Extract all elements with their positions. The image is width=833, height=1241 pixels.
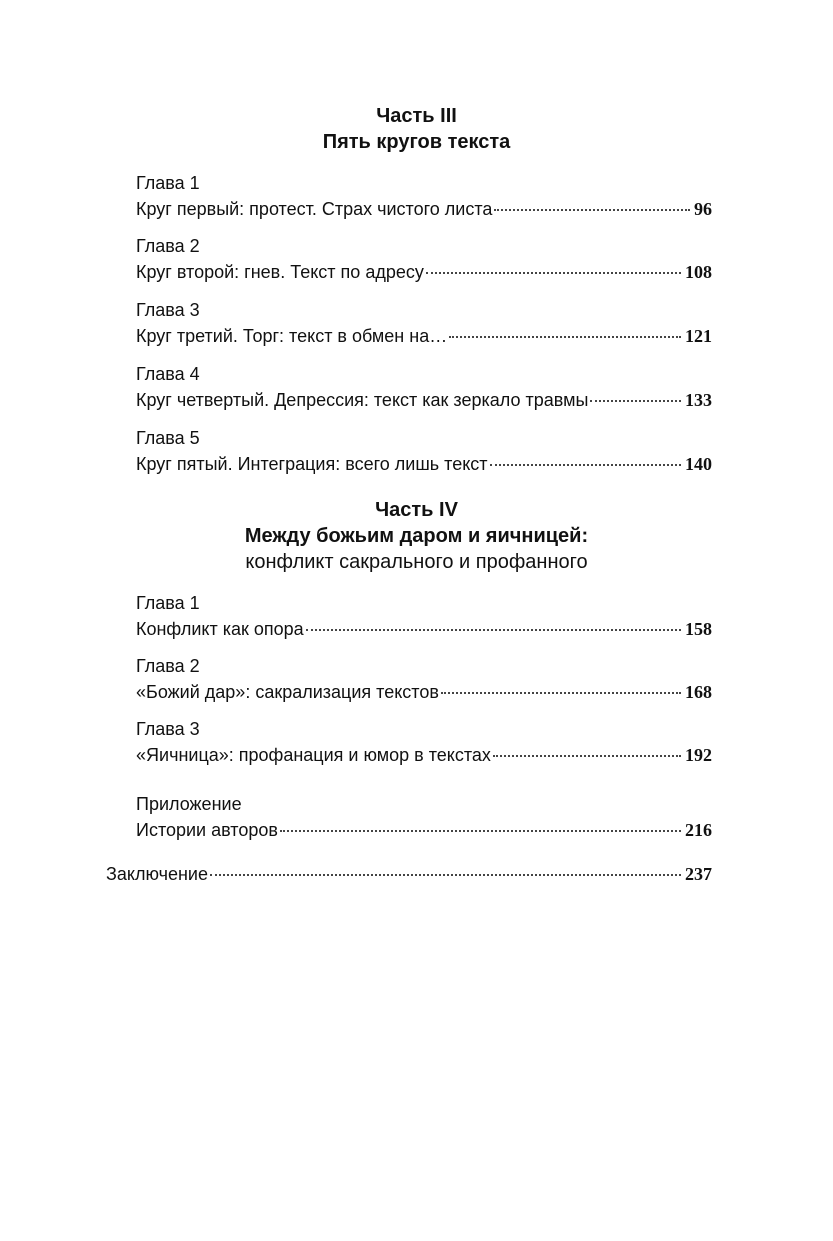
- part-3-heading: [0, 103, 833, 155]
- part-4-subtitle: конфликт сакрального и профанного: [245, 551, 588, 573]
- toc-entry-title: «Божий дар»: сакрализация текстов: [136, 682, 439, 702]
- toc-entry-page: 108: [685, 262, 712, 282]
- dot-leader: [441, 692, 681, 694]
- toc-entry-title: Круг пятый. Интеграция: всего лишь текст: [136, 454, 488, 474]
- toc-entry-title: «Яичница»: профанация и юмор в текстах: [136, 745, 491, 765]
- chapter-label: Глава 3: [136, 719, 200, 739]
- chapter-label: Глава 2: [136, 236, 200, 256]
- dot-leader: [494, 209, 690, 211]
- toc-entry-title: Круг третий. Торг: текст в обмен на…: [136, 326, 448, 346]
- part-4-title: Между божьим даром и яичницей:: [244, 525, 589, 547]
- dot-leader: [426, 272, 681, 274]
- toc-entry-title: Конфликт как опора: [136, 619, 304, 639]
- toc-entry-title: Круг второй: гнев. Текст по адресу: [136, 262, 424, 282]
- chapter-label: Глава 1: [136, 173, 200, 193]
- toc-entry[interactable]: [136, 680, 712, 704]
- chapter-label: Глава 2: [136, 656, 200, 676]
- chapter-label: Глава 4: [136, 364, 200, 384]
- toc-entry-title: Заключение: [106, 864, 208, 884]
- toc-entry-page: 237: [685, 864, 712, 884]
- toc-entry-page: 96: [694, 199, 712, 219]
- dot-leader: [590, 400, 681, 402]
- part-3-label: Часть III: [376, 105, 457, 127]
- toc-entry-appendix[interactable]: [136, 818, 712, 842]
- toc-entry-page: 140: [685, 454, 712, 474]
- toc-entry-title: Круг первый: протест. Страх чистого листа: [136, 199, 493, 219]
- chapter-label: Глава 1: [136, 593, 200, 613]
- toc-entry-title: Истории авторов: [136, 820, 278, 840]
- toc-entry-page: 192: [685, 745, 712, 765]
- dot-leader: [449, 336, 681, 338]
- toc-entry-page: 133: [685, 390, 712, 410]
- toc-entry-page: 168: [685, 682, 712, 702]
- appendix-label: Приложение: [136, 794, 242, 814]
- toc-entry[interactable]: [136, 743, 712, 767]
- part-3-title: Пять кругов текста: [322, 131, 511, 153]
- dot-leader: [306, 629, 681, 631]
- toc-entry-page: 158: [685, 619, 712, 639]
- dot-leader: [490, 464, 681, 466]
- toc-entry-page: 121: [685, 326, 712, 346]
- chapter-label: Глава 3: [136, 300, 200, 320]
- toc-entry[interactable]: [136, 324, 712, 348]
- chapter-label: Глава 5: [136, 428, 200, 448]
- dot-leader: [210, 874, 681, 876]
- part-4-heading: [0, 497, 833, 575]
- toc-entry[interactable]: [136, 388, 712, 412]
- toc-entry[interactable]: [136, 617, 712, 641]
- part-4-label: Часть IV: [375, 499, 458, 521]
- toc-entry-title: Круг четвертый. Депрессия: текст как зеркало травмы: [136, 390, 589, 410]
- toc-entry-conclusion[interactable]: [106, 862, 712, 886]
- dot-leader: [280, 830, 681, 832]
- toc-entry-page: 216: [685, 820, 712, 840]
- toc-entry[interactable]: [136, 452, 712, 476]
- toc-entry[interactable]: [136, 197, 712, 221]
- toc-entry[interactable]: [136, 260, 712, 284]
- dot-leader: [493, 755, 681, 757]
